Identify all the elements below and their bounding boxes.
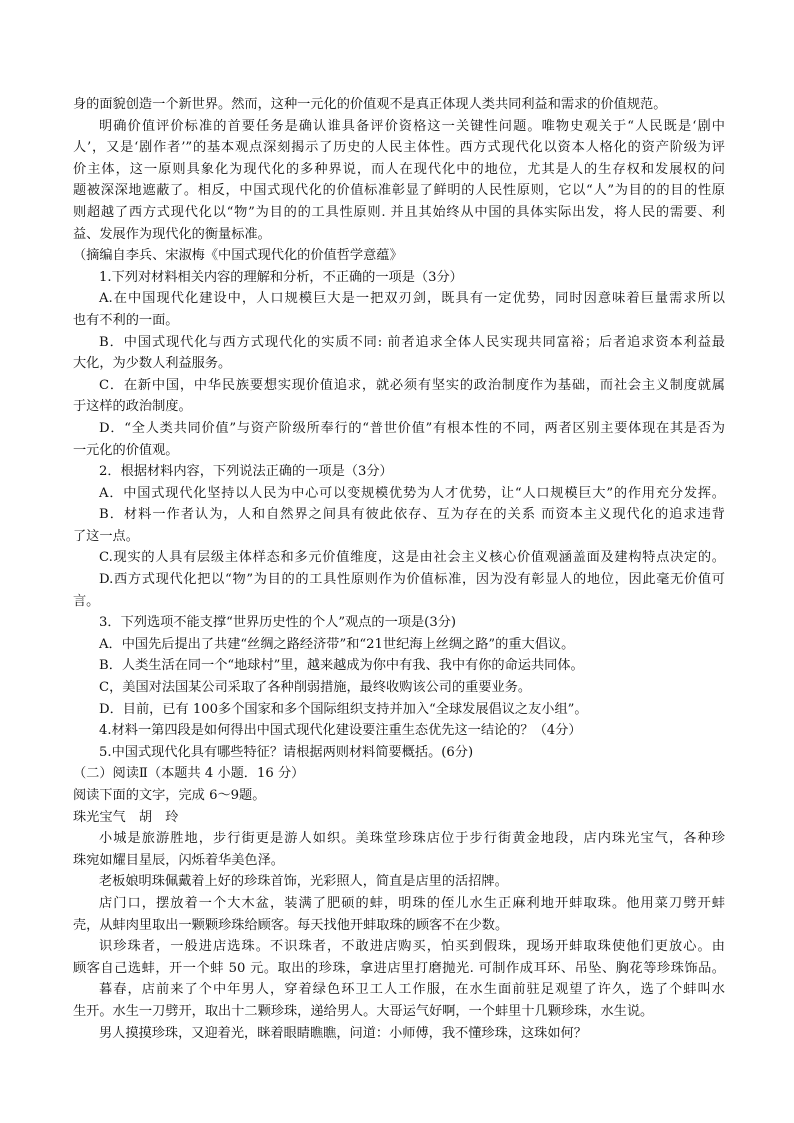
text-line: （二）阅读Ⅱ（本题共 4 小题．16 分） xyxy=(73,766,305,782)
text-line: 生开。水生一刀劈开，取出十二颗珍珠，递给男人。大哥运气好啊，一个蚌里十几颗珍珠，水生说。 xyxy=(73,1003,654,1019)
text-line: A．中国先后提出了共建“丝绸之路经济带”和“21世纪海上丝绸之路”的重大倡议。 xyxy=(99,636,575,652)
text-line: 题被深深地遮蔽了。相反，中国式现代化的价值标准彰显了鲜明的人民性原则，它以“人”为目的的目的性原 xyxy=(73,183,725,199)
text-line: D．“全人类共同价值”与资产阶级所奉行的“普世价值”有根本性的不同，两者区别主要体现在其是否为 xyxy=(99,420,725,436)
text-line: B．人类生活在同一个“地球村”里，越来越成为你中有我、我中有你的命运共同体。 xyxy=(99,658,584,674)
text-line: 言。 xyxy=(73,593,100,609)
text-line: C.现实的人具有层级主体样态和多元价值维度，这是由社会主义核心价值观涵盖面及建构特点决定的。 xyxy=(99,550,725,566)
text-line: 也有不利的一面。 xyxy=(73,312,179,328)
document-page xyxy=(73,94,725,1044)
text-line: 明确价值评价标准的首要任务是确认谁具备评价资格这一关键性问题。唯物史观关于“人民既是‘剧中 xyxy=(99,118,725,134)
text-line: 男人摸摸珍珠，又迎着光，眯着眼睛瞧瞧，问道：小师傅，我不懂珍珠，这珠如何？ xyxy=(99,1025,587,1041)
text-line: 一元化的价值观。 xyxy=(73,442,179,458)
text-line: 于这样的政治制度。 xyxy=(73,399,192,415)
text-line: 暮春，店前来了个中年男人，穿着绿色环卫工人工作服，在水生面前驻足观望了许久，选了个蚌叫水 xyxy=(99,982,725,998)
text-line: 4.材料一第四段是如何得出中国式现代化建设要注重生态优先这一结论的？（4分） xyxy=(99,723,582,739)
text-line: C，美国对法国某公司采取了各种削弱措施，最终收购该公司的重要业务。 xyxy=(99,680,532,696)
text-line: 益、发展作为现代化的衡量标准。 xyxy=(73,226,271,242)
text-line: B．中国式现代化与西方式现代化的实质不同: 前者追求全体人民实现共同富裕；后者追求资本利益最 xyxy=(99,334,725,350)
text-line: （摘编自李兵、宋淑梅《中国式现代化的价值哲学意蕴》 xyxy=(73,248,403,264)
text-line: 1.下列对材料相关内容的理解和分析，不正确的一项是（3分） xyxy=(99,269,463,285)
text-line: 2．根据材料内容，下列说法正确的一项是（3分） xyxy=(99,464,393,480)
text-line: 大化，为少数人利益服务。 xyxy=(73,356,232,372)
text-line: 5.中国式现代化具有哪些特征？请根据两则材料简要概括。(6分) xyxy=(99,744,474,760)
text-line: 阅读下面的文字，完成 6～9题。 xyxy=(73,788,266,803)
text-line: 了这一点。 xyxy=(73,528,139,544)
text-line: 顾客自己选蚌，开一个蚌 50 元。取出的珍珠，拿进店里打磨抛光. 可制作成耳环、吊坠、胸花等珍珠饰品。 xyxy=(73,960,725,976)
text-line: A.在中国现代化建设中，人口规模巨大是一把双刃剑，既具有一定优势，同时因意味着巨量需求所以 xyxy=(99,291,725,307)
text-line: 识珍珠者，一般进店选珠。不识珠者，不敢进店购买，怕买到假珠，现场开蚌取珠使他们更放心。由 xyxy=(99,939,725,955)
text-line: D.西方式现代化把以“物”为目的的工具性原则作为价值标准，因为没有彰显人的地位，因此毫无价值可 xyxy=(99,572,725,588)
text-line: 人’，又是‘剧作者’”的基本观点深刻揭示了历史的人民主体性。西方式现代化以资本人格化的资产阶级为评 xyxy=(73,140,725,156)
text-line: 价主体，这一原则具象化为现代化的多种界说，而人在现代化中的地位，尤其是人的生存权和发展权的问 xyxy=(73,161,725,177)
text-line: A．中国式现代化坚持以人民为中心可以变规模优势为人才优势，让“人口规模巨大”的作用充分发挥。 xyxy=(99,485,725,501)
text-line: D．目前，已有 100多个国家和多个国际组织支持并加入“全球发展倡议之友小组”。 xyxy=(99,701,588,717)
text-line: 则超越了西方式现代化以“物”为目的的工具性原则. 并且其始终从中国的具体实际出发，将人民的需要、利 xyxy=(73,204,725,220)
text-line: B．材料一作者认为，人和自然界之间具有彼此依存、互为存在的关系 而资本主义现代化的追求违背 xyxy=(99,507,725,523)
text-line: 壳，从蚌肉里取出一颗颗珍珠给顾客。每天找他开蚌取珠的顾客不在少数。 xyxy=(73,917,509,933)
story-title: 珠光宝气 胡 玲 xyxy=(73,809,179,825)
text-line: 珠宛如耀目星辰，闪烁着华美色泽。 xyxy=(73,852,284,868)
text-line: 3．下列选项不能支撑“世界历史性的个人”观点的一项是(3分) xyxy=(99,615,457,631)
text-line: 老板娘明珠佩戴着上好的珍珠首饰，光彩照人，简直是店里的活招牌。 xyxy=(99,874,508,890)
text-line: C．在新中国，中华民族要想实现价值追求，就必须有坚实的政治制度作为基础，而社会主义制度就属 xyxy=(99,377,725,393)
text-line: 小城是旅游胜地，步行街更是游人如织。美珠堂珍珠店位于步行街黄金地段，店内珠光宝气，各种珍 xyxy=(99,831,725,847)
text-line: 身的面貌创造一个新世界。然而，这种一元化的价值观不是真正体现人类共同利益和需求的价值规范。 xyxy=(73,97,667,112)
text-line: 店门口，摆放着一个大木盆，装满了肥硕的蚌，明珠的侄儿水生正麻利地开蚌取珠。他用菜刀劈开蚌 xyxy=(99,895,725,911)
